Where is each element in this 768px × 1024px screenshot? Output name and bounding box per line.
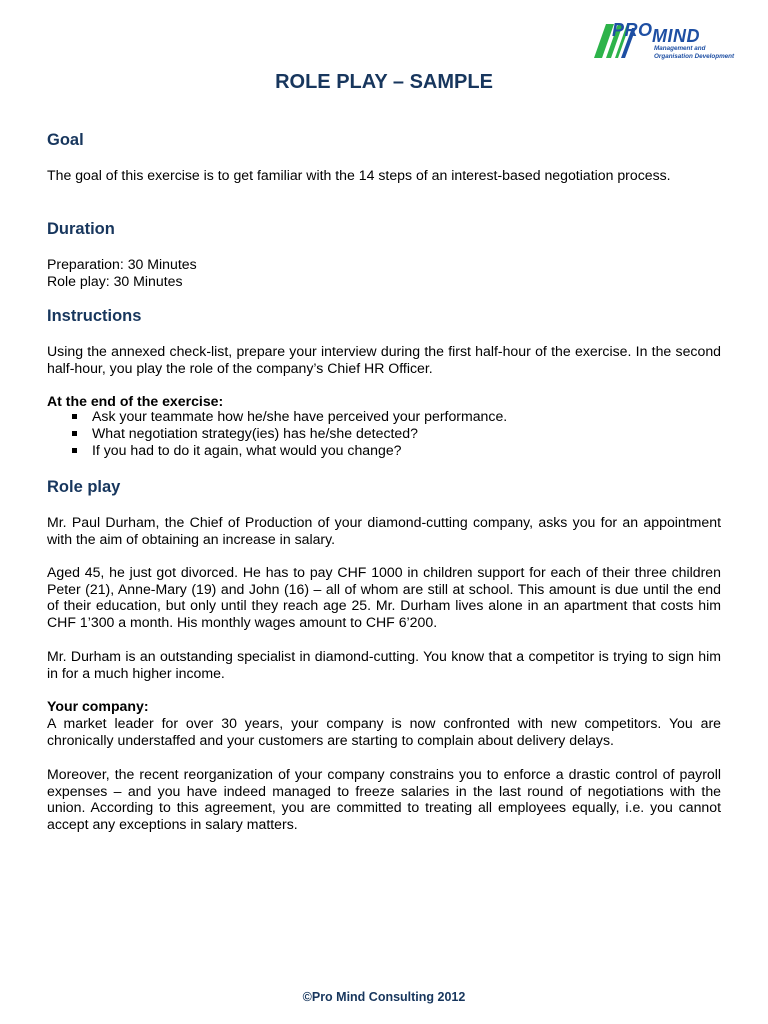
duration-preparation: Preparation: 30 Minutes bbox=[47, 256, 197, 272]
footer-copyright: ©Pro Mind Consulting 2012 bbox=[302, 990, 466, 1004]
page-title: ROLE PLAY – SAMPLE bbox=[275, 71, 493, 93]
end-of-exercise-heading: At the end of the exercise: bbox=[47, 393, 224, 409]
instructions-text: Using the annexed check-list, prepare your interview during the first half-hour of the exercise. In the second half-hour, you play the role of the company’s Chief HR Officer. bbox=[47, 343, 721, 376]
list-item: If you had to do it again, what would you change? bbox=[47, 442, 507, 459]
role-play-heading: Role play bbox=[47, 478, 121, 496]
logo-pro-text: PRO bbox=[612, 20, 653, 40]
logo-mind-text: MIND bbox=[652, 26, 700, 46]
goal-text: The goal of this exercise is to get familiar with the 14 steps of an interest-based negotiation process. bbox=[47, 167, 671, 183]
goal-heading: Goal bbox=[47, 131, 84, 149]
role-play-paragraph-1: Mr. Paul Durham, the Chief of Production of your diamond-cutting company, asks you for an appointment with the aim of obtaining an increase in salary. bbox=[47, 514, 721, 547]
instructions-heading: Instructions bbox=[47, 307, 142, 325]
logo-sub-line2: Organisation Development bbox=[654, 52, 735, 60]
role-play-paragraph-4: A market leader for over 30 years, your company is now confronted with new competitors. You are chronically understaffed and your customers are starting to complain about delivery delays. bbox=[47, 715, 721, 748]
role-play-paragraph-5: Moreover, the recent reorganization of your company constrains you to enforce a drastic control of payroll expenses – and you have indeed managed to freeze salaries in the last round of negotiations with the union. According to this agreement, you are committed to treating all employees equally, i.e. you cannot accept any exceptions in salary matters. bbox=[47, 766, 721, 832]
promind-logo bbox=[592, 18, 747, 62]
logo-sub-line1: Management and bbox=[654, 45, 706, 52]
list-item: Ask your teammate how he/she have perceived your performance. bbox=[47, 408, 507, 425]
role-play-paragraph-2: Aged 45, he just got divorced. He has to pay CHF 1000 in children support for each of their three children Peter (21), Anne-Mary (19) and John (16) – all of whom are still at school. This amount is due until the end of their education, but only until they reach age 25. Mr. Durham lives alone in an apartment that costs him CHF 1’300 a month. His monthly wages amount to CHF 6’200. bbox=[47, 564, 721, 630]
your-company-heading: Your company: bbox=[47, 698, 149, 714]
duration-heading: Duration bbox=[47, 220, 115, 238]
list-item: What negotiation strategy(ies) has he/she detected? bbox=[47, 425, 507, 442]
duration-role-play: Role play: 30 Minutes bbox=[47, 273, 183, 289]
logo-subtitle bbox=[654, 45, 734, 60]
role-play-paragraph-3: Mr. Durham is an outstanding specialist in diamond-cutting. You know that a competitor is trying to sign him in for a much higher income. bbox=[47, 648, 721, 681]
end-of-exercise-list bbox=[47, 408, 507, 459]
